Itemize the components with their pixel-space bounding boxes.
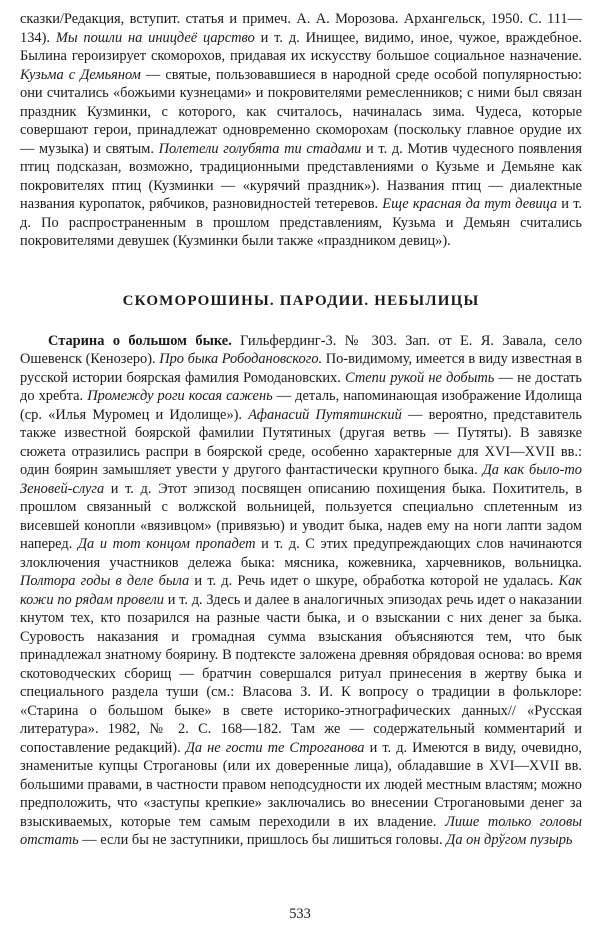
text-run: — не достать до хребта. [20,369,582,404]
commentary-paragraph-bolshoy-byk [20,332,582,850]
text-run: Гильфердинг-3. № 303. Зап. от Е. Я. Завала, село Ошевенск (Кенозеро). [20,332,583,367]
text-run: и т. д. Имеются в виду, очевидно, знаменитые купцы Строгановы (или их доверенные лица), обладавшие в XVI—XVII вв. большими правами, в частности правом неподсудности их людей местным властям; можно предположить, что «заступы крепкие» заключались во внесении Строгановыми денег за взыскиваемых, которые тем самым переходили в их владение. [20,739,583,830]
text-run: и т. д. Речь идет о шкуре, обработка которой не удалась. [189,573,559,589]
quoted-verse-lemma: Промежду роги косая сажень [87,388,273,404]
quoted-verse-lemma: Степи рукой не добыть [345,369,495,386]
quoted-verse-lemma: Да не гости те Строганова [185,739,365,756]
quoted-verse-lemma: Лише только головы отстать [20,813,582,848]
quoted-verse-lemma: Да как было-то Зеновей-слуга [20,462,582,497]
quoted-verse-lemma: Про быка Рободановского. [159,351,323,367]
text-run: и т. д. С этих предупреждающих слов начинаются злоключения участников дележа быка: мясника, кожевника, харчевников, вольницка. [20,536,582,571]
text-run: — вероятно, представитель также известной боярской фамилии Путятиных (другая ветвь — Путяты). В завязке сюжета отразились распри в боярской среде, особенно характерные для XVI—XVII вв.: один боярин замышляет увести у другого фантастически крупного быка. [20,406,582,478]
section-title: СКОМОРОШИНЫ. ПАРОДИИ. НЕБЫЛИЦЫ [122,292,480,309]
commentary-paragraph-kuzma-demyan [20,10,582,251]
text-run: и т. д. Инищее, видимо, иное, чужое, враждебное. Былина героизирует скоморохов, придавая их искусству большое социальное назначение. [20,29,582,64]
text-run: и т. д. Здесь и далее в аналогичных эпизодах речь идет о наказании кнутом тех, кто позарился на разные части быка, и о взыскании с них денег за быка. Суровость наказания и громадная сумма взыскания объясняются тем, что бык принадлежал знатному боярину. В подтексте заложена древняя обрядовая основа: во время скотоводческих сборищ — братчин совершался ритуал принесения в жертву быка и специального раздела туши (см.: Власова З. И. К вопросу о традиции в фольклоре: «Старина о большом быке» в свете историко-этнографических данных// «Русская литература». 1982, № 2. С. 168—182. Там же — содержательный комментарий и сопоставление редакций). [20,591,582,756]
quoted-verse-lemma: Афанасий Путятинский [248,406,402,423]
text-run: и т. д. Этот эпизод посвящен описанию похищения быка. Похититель, в прошлом связанный с волжской вольницей, пользуется специально сплетенным из висевшей конопли «вязивцом» (привязью) и уводит быка, надев ему на ноги лапти задом наперед. [20,480,582,552]
page-number: 533 [289,906,311,922]
quoted-verse-lemma: Еще красная да тут девица [382,196,558,212]
text-run: сказки/Редакция, вступит. статья и примеч. А. А. Морозова. Архангельск, 1950. С. 111—134). [20,11,582,46]
page-content [20,10,582,850]
quoted-verse-lemma: Да и тот концом пропадет [77,536,256,552]
entry-heading: Старина о большом быке. [48,332,232,349]
quoted-verse-lemma: Кузьма с Демьяном [20,66,141,83]
quoted-verse-lemma: Мы пошли на иницдеё царство [55,29,255,46]
text-run: — если бы не заступники, пришлось бы лишиться головы. [78,832,447,848]
text-run: — святые, пользовавшиеся в народной среде особой популярностью: они считались «божьими кузнецами» и покровителями ремесленников; с ними был связан праздник Кузминки, с которого, как считалось, начиналась зима. Чудеса, которые совершают герои, принадлежат одновременно скоморохам (поскольку главное орудие их — музыка) и святым. [20,66,582,157]
text-run: — деталь, напоминающая изображение Идолища (ср. «Илья Муромец и Идолище»). [20,388,583,423]
quoted-verse-lemma: Как кожи по рядам провели [20,573,582,608]
quoted-verse-lemma: Полтора годы в деле была [20,573,190,589]
text-run: и т. д. Мотив чудесного появления птиц подсказан, возможно, традиционными представлениями о Кузьме и Демьяне как покровителях птиц (Кузминки — «курячий праздник»). Названия птиц — диалектные названия куропаток, рябчиков, разновидностей тетеревов. [20,140,582,212]
text-run: и т. д. По распространенным в прошлом представлениям, Кузьма и Демьян считались покровителями девушек (Кузминки были также «праздником девиц»). [20,196,583,249]
quoted-verse-lemma: Да он дрўгом пузырь [446,832,573,848]
quoted-verse-lemma: Полетели голубята ти стадами [158,140,362,157]
text-run: По-видимому, имеется в виду известная в русской истории боярская фамилия Ромодановских. [20,351,582,386]
